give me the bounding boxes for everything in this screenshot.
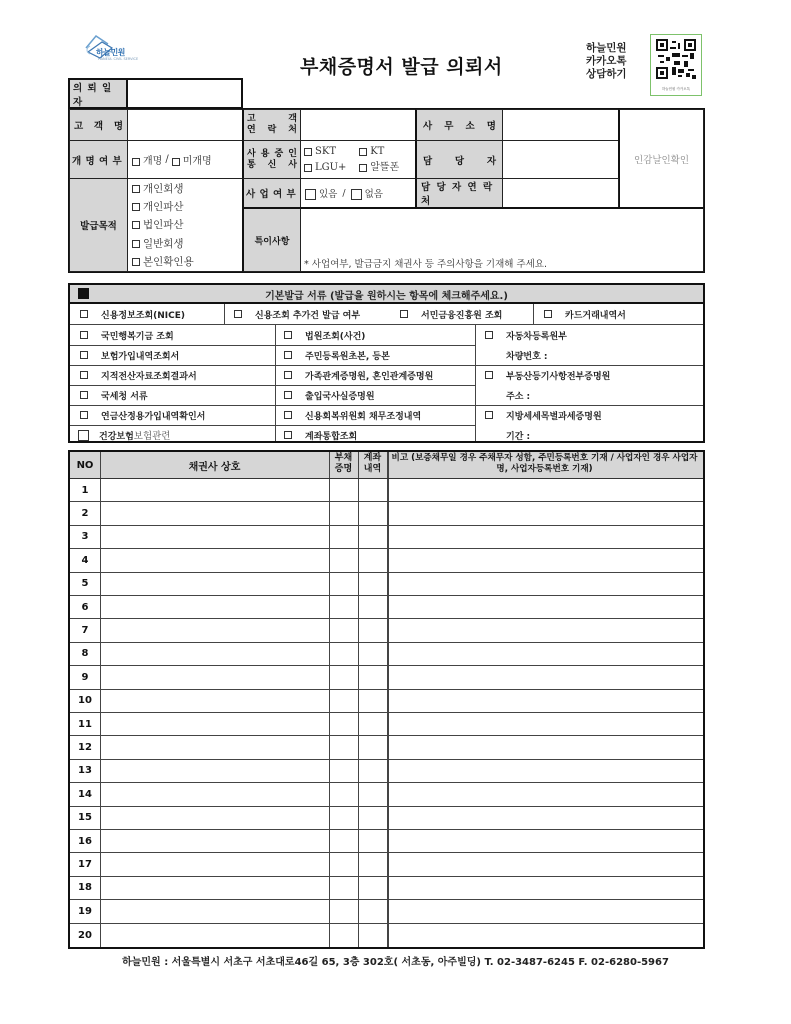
checkbox-icon[interactable] (80, 351, 88, 359)
creditor-name-cell[interactable] (101, 830, 329, 852)
logo-subtext: HANEUL CIVIL SERVICE (98, 57, 139, 61)
debt-cert-cell[interactable] (330, 502, 358, 524)
manager-label: 담 당 자 (415, 140, 503, 179)
documents-header-text: 기본발급 서류 (발급을 원하시는 항목에 체크해주세요.) (265, 291, 508, 302)
checkbox-icon[interactable] (284, 351, 292, 359)
rename-option-yes[interactable]: 개명 (132, 152, 162, 167)
checkbox-icon[interactable] (304, 148, 312, 156)
debt-cert-cell[interactable] (330, 830, 358, 852)
account-history-cell[interactable] (359, 690, 387, 712)
checkbox-icon[interactable] (304, 164, 312, 172)
business-options: 있음 / 없음 (300, 178, 416, 208)
col-account-history-header: 계좌 내역 (363, 453, 382, 474)
account-history-cell[interactable] (359, 900, 387, 922)
creditor-name-cell[interactable] (101, 666, 329, 688)
checkbox-icon[interactable] (544, 310, 552, 318)
note-cell[interactable] (389, 807, 703, 829)
table-row (70, 643, 703, 666)
doc-item-middle[interactable]: 신용회복위원회 채무조정내역 (284, 405, 421, 425)
creditor-name-cell[interactable] (101, 853, 329, 875)
doc-item-middle[interactable]: 주민등록원초본, 등본 (284, 345, 390, 365)
doc-item-nice[interactable]: 신용정보조회(NICE) (80, 304, 185, 324)
note-cell[interactable] (389, 666, 703, 688)
seal-label: 인감날인확인 (633, 154, 690, 166)
kakao-qr-code[interactable] (650, 34, 702, 96)
note-cell[interactable] (389, 924, 703, 947)
debt-cert-cell[interactable] (330, 526, 358, 548)
kakao-consult-text (586, 42, 627, 81)
row-number: 20 (78, 929, 92, 941)
table-row (70, 900, 703, 923)
remarks-label: 특이사항 (242, 207, 301, 272)
debt-cert-cell[interactable] (330, 666, 358, 688)
debt-cert-cell[interactable] (330, 549, 358, 571)
debt-cert-cell[interactable] (330, 900, 358, 922)
checkbox-icon[interactable] (351, 189, 362, 200)
checkbox-icon[interactable] (172, 158, 180, 166)
doc-item-local-tax[interactable]: 지방세세목별과세증명원 (485, 405, 602, 425)
business-label: 사 업 여 부 (242, 178, 301, 208)
row-number: 1 (81, 484, 89, 496)
note-cell[interactable] (389, 760, 703, 782)
checkbox-icon[interactable] (132, 203, 140, 211)
creditor-name-cell[interactable] (101, 924, 329, 947)
page-title: 부채증명서 발급 의뢰서 (300, 56, 503, 78)
doc-item-left[interactable]: 보험가입내역조회서 (80, 345, 179, 365)
table-row (70, 713, 703, 736)
note-cell[interactable] (389, 830, 703, 852)
creditor-name-cell[interactable] (101, 877, 329, 899)
account-history-cell[interactable] (359, 549, 387, 571)
note-cell[interactable] (389, 573, 703, 595)
row-number: 6 (81, 601, 89, 613)
checkbox-icon[interactable] (80, 310, 88, 318)
carrier-option-skt[interactable]: SKT (304, 144, 356, 160)
table-row (70, 479, 703, 502)
checkbox-icon[interactable] (234, 310, 242, 318)
account-history-cell[interactable] (359, 760, 387, 782)
creditor-name-cell[interactable] (101, 736, 329, 758)
debt-cert-cell[interactable] (330, 690, 358, 712)
table-row (70, 783, 703, 806)
debt-cert-cell[interactable] (330, 853, 358, 875)
debt-cert-cell[interactable] (330, 596, 358, 618)
note-cell[interactable] (389, 877, 703, 899)
purpose-option[interactable]: 일반회생 (132, 235, 242, 253)
debt-cert-cell[interactable] (330, 783, 358, 805)
table-row (70, 596, 703, 619)
customer-contact-label: 고 객 연 락 처 (242, 109, 301, 141)
creditor-name-cell[interactable] (101, 526, 329, 548)
remarks-note: * 사업여부, 발급금지 채권사 등 주의사항을 기재해 주세요. (304, 259, 547, 270)
note-cell[interactable] (389, 783, 703, 805)
debt-cert-cell[interactable] (330, 713, 358, 735)
debt-cert-cell[interactable] (330, 807, 358, 829)
note-cell[interactable] (389, 619, 703, 641)
address-field[interactable]: 주소 : (506, 391, 531, 402)
doc-item-vehicle[interactable]: 자동차등록원부 (485, 325, 567, 345)
note-cell[interactable] (389, 596, 703, 618)
checkbox-icon[interactable] (284, 371, 292, 379)
doc-item-middle[interactable]: 법원조회(사건) (284, 325, 365, 345)
account-history-cell[interactable] (359, 853, 387, 875)
checkbox-icon[interactable] (132, 240, 140, 248)
row-number: 8 (81, 648, 89, 660)
checkbox-icon[interactable] (400, 310, 408, 318)
kakao-line: 하늘민원 (586, 42, 627, 54)
creditor-name-cell[interactable] (101, 479, 329, 501)
carrier-option-lgu[interactable]: LGU+ (304, 160, 356, 176)
carrier-option-kt[interactable]: KT (359, 146, 384, 157)
table-row (70, 760, 703, 783)
checkbox-icon[interactable] (132, 221, 140, 229)
carrier-label: 사 용 중 인 통 신 사 (242, 140, 301, 179)
rename-options: 개명 / 미개명 (127, 140, 243, 179)
customer-name-field[interactable] (127, 109, 243, 141)
business-option-no[interactable]: 없음 (351, 186, 383, 200)
table-row (70, 830, 703, 853)
checkbox-icon[interactable] (78, 430, 89, 441)
logo (82, 30, 142, 66)
creditor-name-cell[interactable] (101, 549, 329, 571)
row-number: 3 (81, 531, 89, 543)
note-cell[interactable] (389, 736, 703, 758)
account-history-cell[interactable] (359, 479, 387, 501)
account-history-cell[interactable] (359, 924, 387, 947)
checkbox-icon[interactable] (485, 411, 493, 419)
creditor-name-cell[interactable] (101, 619, 329, 641)
office-name-label: 사 무 소 명 (415, 109, 503, 141)
debt-cert-cell[interactable] (330, 877, 358, 899)
qr-code-icon (656, 39, 696, 79)
request-date-label: 의 뢰 일 자 (68, 78, 128, 109)
checkbox-icon[interactable] (132, 258, 140, 266)
table-row (70, 549, 703, 572)
purpose-option[interactable]: 본인확인용 (132, 253, 242, 271)
creditor-name-cell[interactable] (101, 573, 329, 595)
purpose-option[interactable]: 개인회생 (132, 180, 242, 198)
purpose-options (127, 178, 243, 272)
account-history-cell[interactable] (359, 713, 387, 735)
account-history-cell[interactable] (359, 619, 387, 641)
rename-label: 개 명 여 부 (69, 140, 128, 179)
kakao-line: 상담하기 (586, 68, 627, 80)
table-row (70, 502, 703, 525)
checkbox-icon[interactable] (284, 431, 292, 439)
row-number: 2 (81, 508, 89, 520)
checkbox-icon[interactable] (284, 411, 292, 419)
table-row (70, 736, 703, 759)
checkbox-icon[interactable] (485, 331, 493, 339)
purpose-option[interactable]: 법인파산 (132, 216, 242, 234)
row-number: 7 (81, 625, 89, 637)
checkbox-icon[interactable] (359, 164, 367, 172)
col-creditor-name-header: 채권사 상호 (188, 461, 241, 473)
row-number: 15 (78, 812, 92, 824)
documents-row-1 (70, 304, 703, 325)
row-number: 9 (81, 671, 89, 683)
creditor-name-cell[interactable] (101, 713, 329, 735)
logo-text: 하늘민원 (96, 48, 125, 57)
carrier-options (300, 140, 416, 179)
business-option-yes[interactable]: 있음 (305, 186, 337, 200)
col-no-header: NO (76, 459, 94, 471)
note-cell[interactable] (389, 549, 703, 571)
table-row (70, 526, 703, 549)
customer-contact-field[interactable] (300, 109, 416, 141)
col-debt-cert-header: 부채 증명 (334, 453, 353, 474)
checkbox-icon[interactable] (132, 185, 140, 193)
row-number: 12 (78, 742, 92, 754)
qr-caption: 하늘민원 카카오톡 (661, 87, 691, 91)
doc-item-left[interactable]: 국세청 서류 (80, 385, 148, 405)
creditor-name-cell[interactable] (101, 502, 329, 524)
row-number: 17 (78, 859, 92, 871)
creditor-name-cell[interactable] (101, 807, 329, 829)
note-cell[interactable] (389, 713, 703, 735)
debt-cert-cell[interactable] (330, 736, 358, 758)
row-number: 5 (81, 578, 89, 590)
creditor-table-header (70, 452, 703, 479)
documents-grid (70, 325, 703, 441)
account-history-cell[interactable] (359, 807, 387, 829)
note-cell[interactable] (389, 479, 703, 501)
table-row (70, 690, 703, 713)
carrier-option-mvno[interactable]: 알뜰폰 (359, 162, 399, 173)
doc-item-left[interactable]: 지적전산자료조회결과서 (80, 365, 197, 385)
doc-item-middle[interactable]: 가족관계증명원, 혼인관계증명원 (284, 365, 433, 385)
doc-item-extra-credit[interactable]: 신용조회 추가건 발급 여부 (234, 304, 360, 324)
doc-item-middle[interactable]: 출입국사실증명원 (284, 385, 375, 405)
account-history-cell[interactable] (359, 736, 387, 758)
kakao-line: 카카오톡 (586, 55, 627, 67)
office-name-field[interactable] (502, 109, 619, 141)
checkbox-icon[interactable] (284, 391, 292, 399)
debt-cert-cell[interactable] (330, 573, 358, 595)
account-history-cell[interactable] (359, 666, 387, 688)
debt-cert-cell[interactable] (330, 643, 358, 665)
account-history-cell[interactable] (359, 783, 387, 805)
debt-cert-cell[interactable] (330, 760, 358, 782)
purpose-option[interactable]: 개인파산 (132, 198, 242, 216)
table-row (70, 853, 703, 876)
account-history-cell[interactable] (359, 526, 387, 548)
rename-option-no[interactable]: 미개명 (172, 152, 212, 167)
account-history-cell[interactable] (359, 830, 387, 852)
col-note-header: 비고 (보증채무일 경우 주채무자 성함, 주민등록번호 기재 / 사업자인 경우 사업자명, 사업자등록번호 기재) (391, 453, 698, 474)
manager-field[interactable] (502, 140, 619, 179)
checkbox-icon[interactable] (80, 371, 88, 379)
request-date-field[interactable] (127, 78, 243, 109)
table-row (70, 573, 703, 596)
creditor-table (68, 450, 705, 949)
creditor-name-cell[interactable] (101, 596, 329, 618)
account-history-cell[interactable] (359, 573, 387, 595)
row-number: 10 (78, 695, 92, 707)
row-number: 4 (81, 554, 89, 566)
doc-item-card[interactable]: 카드거래내역서 (544, 304, 626, 324)
row-number: 18 (78, 882, 92, 894)
checkbox-icon[interactable] (284, 331, 292, 339)
checkbox-icon[interactable] (132, 158, 140, 166)
checkbox-icon[interactable] (80, 411, 88, 419)
creditor-name-cell[interactable] (101, 760, 329, 782)
doc-item-real-estate[interactable]: 부동산등기사항전부증명원 (485, 365, 610, 385)
table-row (70, 924, 703, 947)
seal-confirm-field[interactable] (618, 109, 704, 208)
footer-address: 하늘민원 : 서울특별시 서초구 서초대로46길 65, 3층 302호( 서초동, 아주빌딩) T. 02-3487-6245 F. 02-6280-5967 (122, 957, 669, 968)
doc-item-kinfa[interactable]: 서민금융진흥원 조회 (400, 304, 502, 324)
debt-cert-cell[interactable] (330, 924, 358, 947)
row-number: 16 (78, 835, 92, 847)
row-number: 13 (78, 765, 92, 777)
account-history-cell[interactable] (359, 643, 387, 665)
debt-cert-cell[interactable] (330, 619, 358, 641)
doc-item-left[interactable]: 연금산정용가입내역확인서 (80, 405, 205, 425)
doc-item-middle[interactable]: 계좌통합조회 (284, 425, 357, 445)
checkbox-icon[interactable] (305, 189, 316, 200)
row-number: 14 (78, 788, 92, 800)
account-history-cell[interactable] (359, 596, 387, 618)
customer-name-label: 고 객 명 (69, 109, 128, 141)
creditor-name-cell[interactable] (101, 783, 329, 805)
note-cell[interactable] (389, 502, 703, 524)
doc-item-left[interactable]: 국민행복기금 조회 (80, 325, 174, 345)
table-row (70, 877, 703, 900)
row-number: 11 (78, 718, 92, 730)
table-row (70, 619, 703, 642)
note-cell[interactable] (389, 526, 703, 548)
checkbox-icon[interactable] (359, 148, 367, 156)
row-number: 19 (78, 905, 92, 917)
account-history-cell[interactable] (359, 502, 387, 524)
vehicle-number-field[interactable]: 차량번호 : (506, 351, 548, 362)
creditor-name-cell[interactable] (101, 643, 329, 665)
manager-contact-field[interactable] (502, 178, 619, 208)
checkbox-icon[interactable] (80, 391, 88, 399)
doc-item-health-insurance[interactable]: 건강보험 보험관련 (78, 425, 171, 445)
remarks-field[interactable] (300, 207, 704, 272)
documents-section (68, 283, 705, 443)
purpose-label: 발급목적 (69, 178, 128, 272)
creditor-name-cell[interactable] (101, 900, 329, 922)
account-history-cell[interactable] (359, 877, 387, 899)
note-cell[interactable] (389, 900, 703, 922)
manager-contact-label: 담 당 자 연 락 처 (415, 178, 503, 208)
creditor-name-cell[interactable] (101, 690, 329, 712)
checkbox-icon[interactable] (485, 371, 493, 379)
note-cell[interactable] (389, 853, 703, 875)
note-cell[interactable] (389, 643, 703, 665)
table-row (70, 666, 703, 689)
checkbox-icon[interactable] (80, 331, 88, 339)
documents-header (70, 285, 703, 304)
debt-cert-cell[interactable] (330, 479, 358, 501)
table-row (70, 807, 703, 830)
period-field[interactable]: 기간 : (506, 431, 531, 442)
note-cell[interactable] (389, 690, 703, 712)
